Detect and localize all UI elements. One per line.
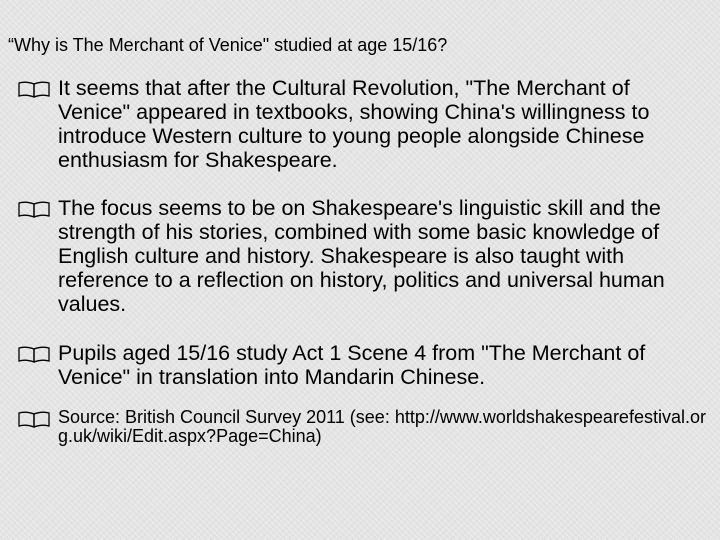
source-text: [58, 408, 706, 446]
source-url: http://www.worldshakespearefestival.org.uk/wiki/Edit.aspx?Page=China: [58, 407, 706, 446]
slide-title: “Why is The Merchant of Venice" studied at age 15/16?: [8, 35, 448, 55]
bullet-text: The focus seems to be on Shakespeare's linguistic skill and the strength of his stories, combined with some basic knowledge of English culture and history. Shakespeare is also taught with reference to a reflection on history, politics and universal human values.: [58, 196, 665, 316]
source-prefix: Source: British Council Survey 2011 (see:: [58, 407, 395, 427]
book-icon: [16, 200, 54, 218]
book-icon: [16, 345, 54, 363]
book-icon: [16, 410, 54, 428]
bullet-item: [16, 341, 706, 389]
bullet-item-source: [16, 408, 706, 446]
book-icon: [16, 80, 54, 98]
bullet-text: Pupils aged 15/16 study Act 1 Scene 4 from "The Merchant of Venice" in translation into Mandarin Chinese.: [58, 341, 646, 389]
bullet-item: [16, 196, 706, 316]
source-suffix: ): [315, 426, 322, 446]
bullet-item: [16, 76, 706, 172]
bullet-text: It seems that after the Cultural Revolution, "The Merchant of Venice" appeared in textbooks, showing China's willingness to introduce Western culture to young people alongside Chinese enthusiasm for Shakespeare.: [58, 76, 650, 172]
